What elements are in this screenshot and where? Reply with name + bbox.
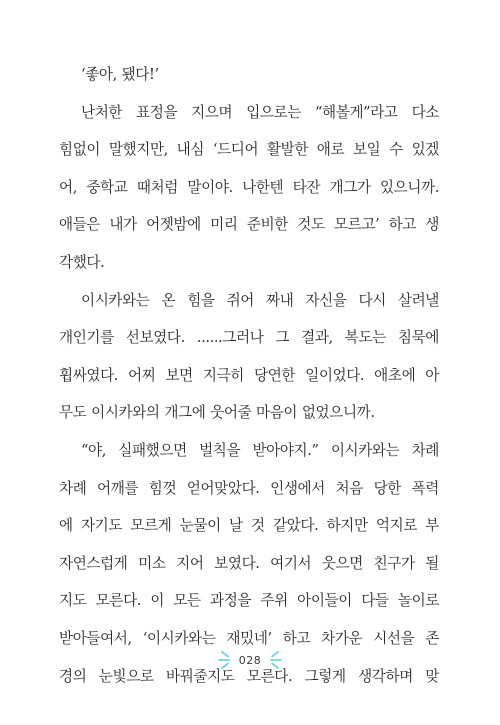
text-line: 애들은 내가 어젯밤에 미리 준비한 것도 모르고’ 하고 생 <box>59 216 439 234</box>
text-line: 각했다. <box>59 253 105 271</box>
text-line: 휩싸였다. 어찌 보면 지극히 당연한 일이었다. 애초에 아 <box>59 366 439 384</box>
page-footer <box>0 648 500 672</box>
text-line: 이시카와는 온 힘을 쥐어 짜내 자신을 다시 살려낼 <box>81 291 439 309</box>
text-line: 힘없이 말했지만, 내심 ‘드디어 활발한 애로 보일 수 있겠 <box>59 141 439 159</box>
text-line: 받아들여서, ‘이시카와는 재밌네’ 하고 차가운 시선을 존 <box>59 629 439 647</box>
text-line: ‘좋아, 됐다!’ <box>81 66 159 83</box>
text-line: 난처한 표정을 지으며 입으로는 “해볼게”라고 다소 <box>81 103 439 121</box>
text-line: 경의 눈빛으로 바꿔줄지도 모른다. 그렇게 생각하며 맞 <box>59 667 439 685</box>
text-line: 어, 중학교 때처럼 말이야. 나한텐 타잔 개그가 있으니까. <box>59 178 439 196</box>
text-line: 에 자기도 모르게 눈물이 날 것 같았다. 하지만 억지로 부 <box>59 517 439 535</box>
sparkle-left-icon <box>213 648 233 672</box>
sparkle-right-icon <box>267 648 287 672</box>
text-line: 개인기를 선보였다. ......그러나 그 결과, 복도는 침묵에 <box>59 329 439 347</box>
text-line: “야, 실패했으면 벌칙을 받아야지.” 이시카와는 차례 <box>81 441 439 459</box>
page-number: 028 <box>238 653 262 667</box>
body-text <box>59 56 439 695</box>
text-line: 무도 이시카와의 개그에 웃어줄 마음이 없었으니까. <box>59 404 375 422</box>
text-line: 자연스럽게 미소 지어 보였다. 여기서 웃으면 친구가 될 <box>59 554 439 572</box>
text-line: 지도 모른다. 이 모든 과정을 주위 아이들이 다들 놀이로 <box>59 592 439 610</box>
text-line: 차례 어깨를 힘껏 얻어맞았다. 인생에서 처음 당한 폭력 <box>59 479 439 497</box>
